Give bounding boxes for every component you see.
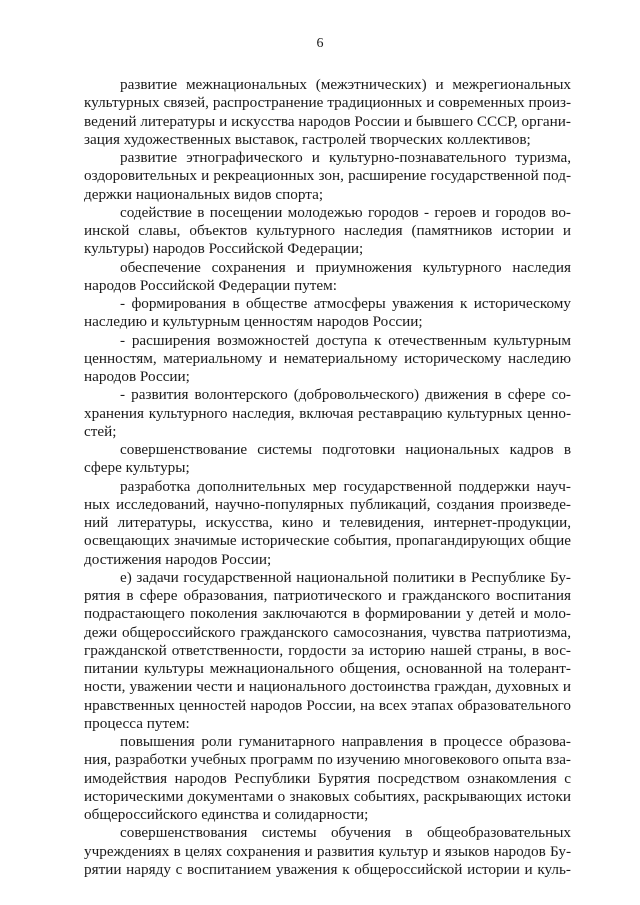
- text-line: общероссийского единства и солидарности;: [84, 806, 369, 823]
- text-line: - формирования в обществе атмосферы уважения к историческому: [120, 295, 571, 312]
- paragraph: [84, 386, 571, 441]
- text-line: развитие межнациональных (межэтнических) и межрегиональных: [120, 76, 571, 93]
- text-line: процесса путем:: [84, 714, 190, 732]
- text-line: содействие в посещении молодежью городов - героев и городов во-: [120, 203, 571, 221]
- text-line: историческими документами о знаковых событиях, раскрывающих истоки: [84, 787, 571, 805]
- text-line: гражданской ответственности, гордости за историю нашей страны, в вос-: [84, 641, 571, 659]
- text-line: повышения роли гуманитарного направления в процессе образова-: [120, 733, 571, 750]
- text-line: ведений литературы и искусства народов России и бывшего СССР, органи-: [84, 112, 571, 130]
- text-line: учреждениях в целях сохранения и развития культур и языков народов Бу-: [84, 842, 571, 860]
- text-line: зация художественных выставок, гастролей творческих коллективов;: [84, 130, 531, 148]
- text-line: ности, уважении чести и национального достоинства граждан, духовных и: [84, 678, 571, 696]
- text-line: дежи общероссийского гражданского самосознания, чувства патриотизма,: [84, 623, 571, 641]
- text-line: разработка дополнительных мер государственной поддержки науч-: [120, 477, 571, 495]
- text-line: совершенствования системы обучения в общеобразовательных: [120, 824, 571, 842]
- text-line: ний литературы, искусства, кино и телевидения, интернет-продукции,: [84, 514, 571, 531]
- text-line: е) задачи государственной национальной политики в Республике Бу-: [120, 568, 571, 586]
- text-line: достижения народов России;: [84, 550, 272, 568]
- text-line: ценностям, материальному и нематериальному историческому наследию: [84, 349, 571, 367]
- text-line: питании культуры межнационального общения, основанной на толерант-: [84, 660, 571, 677]
- paragraph: [84, 76, 571, 149]
- text-line: ния, разработки учебных программ по изучению многовекового опыта вза-: [84, 751, 571, 769]
- text-line: ных исследований, научно-популярных публикаций, создания произведе-: [84, 495, 571, 513]
- paragraph: [84, 478, 571, 569]
- text-line: культуры) народов Российской Федерации;: [84, 240, 364, 258]
- text-line: подрастающего поколения заключаются в формировании у детей и моло-: [84, 605, 571, 623]
- text-line: народов Российской Федерации путем:: [84, 276, 338, 294]
- text-line: - развития волонтерского (добровольческого) движения в сфере со-: [120, 386, 571, 404]
- text-line: оздоровительных и рекреационных зон, расширение государственной под-: [84, 167, 571, 185]
- paragraph: [84, 733, 571, 824]
- text-line: нравственных ценностей народов России, на всех этапах образовательного: [84, 696, 571, 714]
- text-line: культурных связей, распространение традиционных и современных произ-: [84, 94, 571, 112]
- text-line: обеспечение сохранения и приумножения культурного наследия: [120, 258, 571, 276]
- text-line: развитие этнографического и культурно-познавательного туризма,: [120, 149, 571, 166]
- text-line: освещающих значимые исторические события, пропагандирующих общие: [84, 532, 571, 550]
- text-line: имодействия народов Республики Бурятия посредством ознакомления с: [84, 769, 571, 787]
- text-line: - расширения возможностей доступа к отечественным культурным: [120, 331, 571, 349]
- text-line: держки национальных видов спорта;: [84, 185, 324, 203]
- page-number: 6: [316, 36, 324, 51]
- text-line: сфере культуры;: [84, 459, 190, 477]
- paragraph: [84, 204, 571, 259]
- text-line: народов России;: [84, 368, 190, 385]
- paragraph: [84, 569, 571, 733]
- paragraph: [84, 332, 571, 387]
- paragraph: [84, 149, 571, 204]
- text-line: инской славы, объектов культурного наследия (памятников истории и: [84, 222, 571, 239]
- text-line: стей;: [84, 422, 117, 440]
- paragraph: [84, 824, 571, 879]
- paragraph: [84, 441, 571, 478]
- paragraph: [84, 259, 571, 296]
- text-line: наследию и культурным ценностям народов России;: [84, 313, 423, 331]
- text-line: хранения культурного наследия, включая реставрацию культурных ценно-: [84, 404, 571, 422]
- text-line: рятия в сфере образования, патриотического и гражданского воспитания: [84, 587, 571, 604]
- text-line: совершенствование системы подготовки национальных кадров в: [120, 441, 571, 458]
- paragraph: [84, 295, 571, 332]
- document-body: [84, 76, 571, 879]
- text-line: рятии наряду с воспитанием уважения к общероссийской истории и куль-: [84, 860, 571, 878]
